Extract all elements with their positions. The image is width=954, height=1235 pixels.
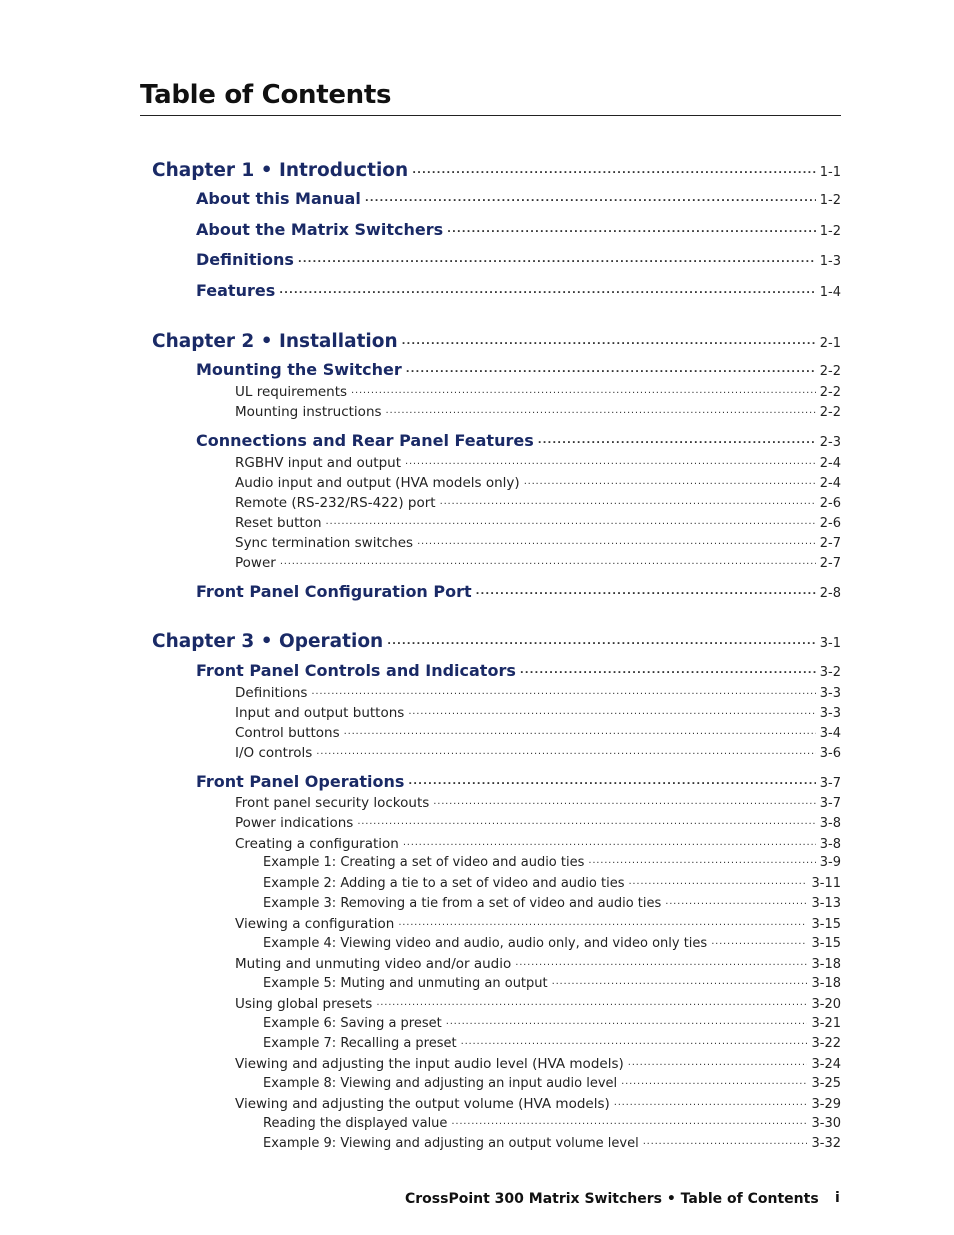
toc-entry-title: Muting and unmuting video and/or audio: [235, 955, 512, 972]
toc-entry-title: About this Manual: [196, 189, 361, 208]
dot-leader: [621, 1074, 807, 1087]
toc-entry-section-heading[interactable]: [196, 280, 841, 300]
toc-entry-chapter-heading[interactable]: [152, 628, 841, 652]
toc-entry-title: Connections and Rear Panel Features: [196, 431, 534, 450]
toc-entry-title: Definitions: [196, 250, 294, 269]
toc-entry-title: Chapter 1 • Introduction: [152, 159, 409, 181]
toc-entry-subsection-item[interactable]: [235, 1054, 841, 1072]
footer-text: CrossPoint 300 Matrix Switchers • Table of Contents: [405, 1191, 819, 1207]
toc-entry-page-number: 3-15: [811, 936, 841, 951]
toc-entry-page-number: 3-2: [819, 665, 841, 680]
toc-entry-title: Example 7: Recalling a preset: [263, 1036, 457, 1051]
toc-entry-example-item[interactable]: [263, 894, 841, 911]
toc-entry-subsection-item[interactable]: [235, 994, 841, 1012]
toc-entry-title: Reading the displayed value: [263, 1116, 448, 1131]
toc-entry-section-heading[interactable]: [196, 430, 841, 450]
dot-leader: [711, 934, 807, 947]
toc-entry-page-number: 3-20: [811, 996, 841, 1012]
toc-entry-title: Creating a configuration: [235, 835, 399, 852]
toc-entry-page-number: 3-29: [811, 1096, 841, 1112]
toc-entry-page-number: 1-2: [819, 193, 841, 208]
dot-leader: [387, 628, 816, 647]
toc-entry-title: About the Matrix Switchers: [196, 220, 444, 239]
dot-leader: [417, 533, 816, 547]
toc-entry-title: Sync termination switches: [235, 534, 414, 551]
toc-entry-page-number: 3-7: [819, 795, 841, 811]
toc-entry-page-number: 1-4: [819, 285, 841, 300]
toc-entry-page-number: 2-2: [819, 364, 841, 379]
toc-entry-page-number: 2-6: [819, 495, 841, 511]
toc-entry-page-number: 2-4: [819, 455, 841, 471]
dot-leader: [398, 914, 807, 928]
dot-leader: [365, 188, 816, 204]
toc-entry-title: Chapter 2 • Installation: [152, 330, 398, 352]
dot-leader: [643, 1134, 808, 1147]
toc-entry-page-number: 3-30: [811, 1116, 841, 1131]
dot-leader: [326, 513, 816, 527]
toc-entry-title: Input and output buttons: [235, 704, 405, 721]
toc-entry-subsection-item[interactable]: [235, 453, 841, 471]
toc-entry-title: I/O controls: [235, 744, 313, 761]
dot-leader: [344, 723, 816, 737]
toc-entry-chapter-heading[interactable]: [152, 157, 841, 181]
toc-entry-title: Example 8: Viewing and adjusting an input audio level: [263, 1076, 618, 1091]
toc-entry-title: Example 3: Removing a tie from a set of video and audio ties: [263, 896, 662, 911]
toc-entry-page-number: 2-7: [819, 535, 841, 551]
toc-entry-page-number: 3-25: [811, 1076, 841, 1091]
dot-leader: [628, 874, 807, 887]
dot-leader: [406, 359, 816, 375]
toc-entry-title: Front Panel Controls and Indicators: [196, 661, 516, 680]
toc-entry-subsection-item[interactable]: [235, 703, 841, 721]
dot-leader: [351, 382, 816, 396]
toc-entry-page-number: 2-7: [819, 555, 841, 571]
toc-entry-title: Mounting the Switcher: [196, 360, 402, 379]
toc-entry-title: Viewing and adjusting the input audio level (HVA models): [235, 1055, 624, 1072]
toc-entry-title: Control buttons: [235, 724, 340, 741]
toc-entry-page-number: 3-13: [811, 896, 841, 911]
toc-entry-example-item[interactable]: [263, 1034, 841, 1051]
toc-entry-title: Example 4: Viewing video and audio, audio only, and video only ties: [263, 936, 708, 951]
toc-entry-title: Using global presets: [235, 995, 373, 1012]
toc-entry-section-heading[interactable]: [196, 771, 841, 791]
dot-leader: [357, 813, 815, 827]
toc-entry-page-number: 2-8: [819, 586, 841, 601]
dot-leader: [520, 660, 816, 676]
dot-leader: [412, 157, 816, 176]
toc-entry-example-item[interactable]: [263, 1074, 841, 1091]
toc-entry-title: Chapter 3 • Operation: [152, 630, 384, 652]
toc-entry-subsection-item[interactable]: [235, 533, 841, 551]
toc-entry-title: Example 2: Adding a tie to a set of video and audio ties: [263, 876, 625, 891]
toc-entry-page-number: 2-2: [819, 384, 841, 400]
dot-leader: [386, 402, 816, 416]
dot-leader: [538, 430, 816, 446]
dot-leader: [446, 1014, 808, 1027]
toc-entry-section-heading[interactable]: [196, 581, 841, 601]
toc-entry-example-item[interactable]: [263, 1014, 841, 1031]
toc-entry-page-number: 3-11: [811, 876, 841, 891]
toc-entry-page-number: 3-8: [819, 815, 841, 831]
dot-leader: [614, 1094, 808, 1108]
toc-entry-subsection-item[interactable]: [235, 954, 841, 972]
dot-leader: [279, 280, 816, 296]
toc-entry-page-number: 3-1: [819, 635, 841, 651]
toc-entry-title: Example 9: Viewing and adjusting an output volume level: [263, 1136, 639, 1151]
dot-leader: [298, 249, 816, 265]
dot-leader: [476, 581, 816, 597]
dot-leader: [451, 1114, 807, 1127]
toc-entry-subsection-item[interactable]: [235, 513, 841, 531]
toc-entry-title: Example 1: Creating a set of video and audio ties: [263, 855, 585, 870]
dot-leader: [280, 553, 816, 567]
toc-entry-subsection-item[interactable]: [235, 723, 841, 741]
toc-entry-page-number: 2-3: [819, 435, 841, 450]
dot-leader: [628, 1054, 808, 1068]
toc-entry-title: Power: [235, 554, 276, 571]
toc-entry-example-item[interactable]: [263, 1114, 841, 1131]
toc-entry-page-number: 3-3: [819, 685, 841, 701]
toc-entry-title: Front Panel Configuration Port: [196, 582, 472, 601]
toc-entry-subsection-item[interactable]: [235, 473, 841, 491]
dot-leader: [515, 954, 807, 968]
toc-entry-title: UL requirements: [235, 383, 348, 400]
dot-leader: [524, 473, 816, 487]
toc-entry-page-number: 3-18: [811, 956, 841, 972]
toc-entry-title: Viewing and adjusting the output volume (HVA models): [235, 1095, 610, 1112]
toc-entry-section-heading[interactable]: [196, 359, 841, 379]
dot-leader: [402, 328, 816, 347]
toc-entry-subsection-item[interactable]: [235, 493, 841, 511]
toc-entry-section-heading[interactable]: [196, 188, 841, 208]
toc-entry-subsection-item[interactable]: [235, 743, 841, 761]
toc-entry-page-number: 3-18: [811, 976, 841, 991]
toc-entry-title: Front Panel Operations: [196, 772, 405, 791]
toc-entry-page-number: 2-2: [819, 404, 841, 420]
toc-entry-subsection-item[interactable]: [235, 382, 841, 400]
toc-entry-subsection-item[interactable]: [235, 402, 841, 420]
toc-entry-section-heading[interactable]: [196, 249, 841, 269]
toc-entry-example-item[interactable]: [263, 1134, 841, 1151]
toc-entry-page-number: 3-22: [811, 1036, 841, 1051]
toc-entry-subsection-item[interactable]: [235, 553, 841, 571]
toc-entry-page-number: 1-2: [819, 224, 841, 239]
toc-entry-subsection-item[interactable]: [235, 914, 841, 932]
toc-entry-page-number: 3-32: [811, 1136, 841, 1151]
toc-entry-page-number: 3-21: [811, 1016, 841, 1031]
toc-entry-page-number: 3-4: [819, 725, 841, 741]
footer-page-number: i: [835, 1190, 840, 1206]
toc-entry-example-item[interactable]: [263, 874, 841, 891]
toc-entry-page-number: 2-6: [819, 515, 841, 531]
toc-entry-subsection-item[interactable]: [235, 813, 841, 831]
toc-entry-title: Mounting instructions: [235, 403, 382, 420]
toc-entry-title: Front panel security lockouts: [235, 794, 430, 811]
dot-leader: [405, 453, 816, 467]
toc-entry-title: Remote (RS-232/RS-422) port: [235, 494, 436, 511]
toc-entry-example-item[interactable]: [263, 974, 841, 991]
dot-leader: [408, 703, 815, 717]
toc-entry-title: Audio input and output (HVA models only): [235, 474, 520, 491]
dot-leader: [588, 853, 815, 866]
toc-entry-example-item[interactable]: [263, 853, 841, 870]
toc-entry-page-number: 1-1: [819, 164, 841, 180]
toc-entry-subsection-item[interactable]: [235, 1094, 841, 1112]
toc-entry-chapter-heading[interactable]: [152, 328, 841, 352]
toc-entry-title: Example 6: Saving a preset: [263, 1016, 442, 1031]
toc-entry-page-number: 2-4: [819, 475, 841, 491]
dot-leader: [311, 683, 815, 697]
toc-entry-subsection-item[interactable]: [235, 683, 841, 701]
dot-leader: [461, 1034, 808, 1047]
toc-entry-subsection-item[interactable]: [235, 834, 841, 852]
dot-leader: [433, 793, 815, 807]
page-title: Table of Contents: [140, 80, 392, 110]
toc-entry-title: Reset button: [235, 514, 322, 531]
toc-entry-section-heading[interactable]: [196, 219, 841, 239]
toc-entry-page-number: 3-3: [819, 705, 841, 721]
toc-entry-section-heading[interactable]: [196, 660, 841, 680]
toc-entry-page-number: 3-24: [811, 1056, 841, 1072]
toc-entry-example-item[interactable]: [263, 934, 841, 951]
toc-entry-title: Power indications: [235, 814, 354, 831]
toc-entry-title: Definitions: [235, 684, 308, 701]
dot-leader: [552, 974, 808, 987]
toc-entry-title: RGBHV input and output: [235, 454, 402, 471]
toc-entry-page-number: 3-9: [819, 855, 841, 870]
dot-leader: [403, 834, 816, 848]
toc-entry-page-number: 1-3: [819, 254, 841, 269]
toc-entry-page-number: 3-6: [819, 745, 841, 761]
dot-leader: [440, 493, 816, 507]
toc-entry-page-number: 3-7: [819, 776, 841, 791]
dot-leader: [376, 994, 807, 1008]
dot-leader: [316, 743, 815, 757]
dot-leader: [408, 771, 815, 787]
dot-leader: [665, 894, 807, 907]
toc-entry-title: Viewing a configuration: [235, 915, 395, 932]
dot-leader: [447, 219, 816, 235]
toc-entry-page-number: 2-1: [819, 335, 841, 351]
toc-entry-title: Features: [196, 281, 276, 300]
toc-entry-title: Example 5: Muting and unmuting an output: [263, 976, 548, 991]
toc-entry-subsection-item[interactable]: [235, 793, 841, 811]
toc-entry-page-number: 3-8: [819, 836, 841, 852]
toc-entry-page-number: 3-15: [811, 916, 841, 932]
